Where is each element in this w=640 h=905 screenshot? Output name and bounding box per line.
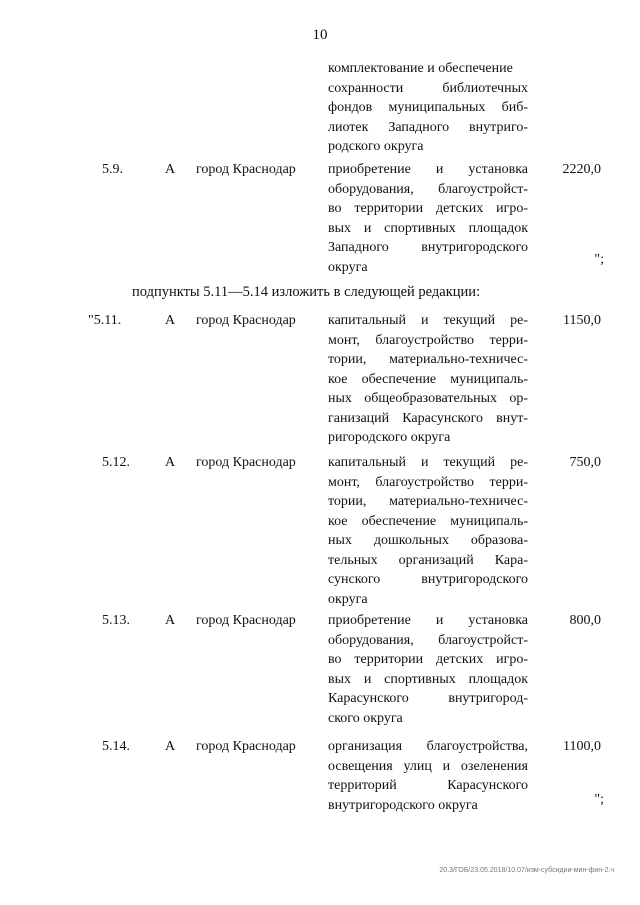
description-line: оборудования, благоустройст- xyxy=(328,181,528,197)
description-line: округа xyxy=(328,591,368,607)
row-description xyxy=(328,453,528,609)
row-number: 5.12. xyxy=(102,455,130,470)
description-line: оборудования, благоустройст- xyxy=(328,632,528,648)
row-city: город Краснодар xyxy=(196,613,296,628)
description-line: внутригородского округа xyxy=(328,797,478,813)
description-line: во территории детских игро- xyxy=(328,652,528,667)
description-line: тории, материально-техничес- xyxy=(328,494,528,509)
description-line: тельных организаций Кара- xyxy=(328,552,528,568)
row-category: А xyxy=(165,739,176,754)
description-line: во территории детских игро- xyxy=(328,201,528,216)
continuation-description xyxy=(328,59,528,157)
description-line: сохранности библиотечных xyxy=(328,80,528,96)
description-line: комплектование и обеспечение xyxy=(328,61,513,76)
description-line: кое обеспечение муниципаль- xyxy=(328,371,528,387)
row-amount: 800,0 xyxy=(569,613,601,628)
row-description xyxy=(328,311,528,448)
row-description xyxy=(328,737,528,815)
row-number: 5.13. xyxy=(102,613,130,628)
row-amount: 1150,0 xyxy=(563,313,601,328)
description-line: приобретение и установка xyxy=(328,162,528,177)
row-city: город Краснодар xyxy=(196,455,296,470)
row-description xyxy=(328,611,528,728)
description-line: ригородского округа xyxy=(328,430,451,445)
closing-quote: "; xyxy=(594,792,604,807)
row-number: 5.9. xyxy=(102,162,123,177)
row-amount: 1100,0 xyxy=(563,739,601,754)
section-note: подпункты 5.11—5.14 изложить в следующей редакции: xyxy=(132,284,481,300)
description-line: организация благоустройства, xyxy=(328,739,528,754)
description-line: ского округа xyxy=(328,710,403,726)
description-line: тории, материально-техничес- xyxy=(328,352,528,367)
row-category: А xyxy=(165,613,176,628)
description-line: освещения улиц и озеленения xyxy=(328,758,528,774)
description-line: округа xyxy=(328,259,368,275)
description-line: капитальный и текущий ре- xyxy=(328,313,528,328)
row-city: город Краснодар xyxy=(196,162,296,177)
row-category: А xyxy=(165,162,176,177)
footer-file-path: 20.3/ГОБ/23.05.2018/10.07/изм-субсидии-мин-фин-2.ч xyxy=(439,867,614,874)
description-line: ных общеобразовательных ор- xyxy=(328,391,528,406)
description-line: ганизаций Карасунского внут- xyxy=(328,410,528,426)
row-amount: 2220,0 xyxy=(562,162,601,177)
description-line: сунского внутригородского xyxy=(328,572,528,587)
row-city: город Краснодар xyxy=(196,739,296,754)
description-line: территорий Карасунского xyxy=(328,778,528,793)
description-line: капитальный и текущий ре- xyxy=(328,455,528,470)
row-category: А xyxy=(165,313,176,328)
description-line: кое обеспечение муниципаль- xyxy=(328,513,528,529)
description-line: родского округа xyxy=(328,139,424,154)
page-number: 10 xyxy=(312,27,328,43)
description-line: вых и спортивных площадок xyxy=(328,220,528,236)
row-amount: 750,0 xyxy=(569,455,601,470)
row-description xyxy=(328,160,528,277)
description-line: монт, благоустройство терри- xyxy=(328,474,528,490)
description-line: лиотек Западного внутриго- xyxy=(328,119,528,135)
row-number: 5.14. xyxy=(102,739,130,754)
closing-quote: "; xyxy=(594,252,604,267)
row-city: город Краснодар xyxy=(196,313,296,328)
description-line: Западного внутригородского xyxy=(328,240,528,255)
description-line: ных дошкольных образова- xyxy=(328,533,528,548)
description-line: монт, благоустройство терри- xyxy=(328,332,528,348)
description-line: Карасунского внутригород- xyxy=(328,691,528,706)
row-category: А xyxy=(165,455,176,470)
description-line: фондов муниципальных биб- xyxy=(328,100,528,115)
description-line: вых и спортивных площадок xyxy=(328,671,528,687)
row-number: "5.11. xyxy=(88,313,122,328)
description-line: приобретение и установка xyxy=(328,613,528,628)
